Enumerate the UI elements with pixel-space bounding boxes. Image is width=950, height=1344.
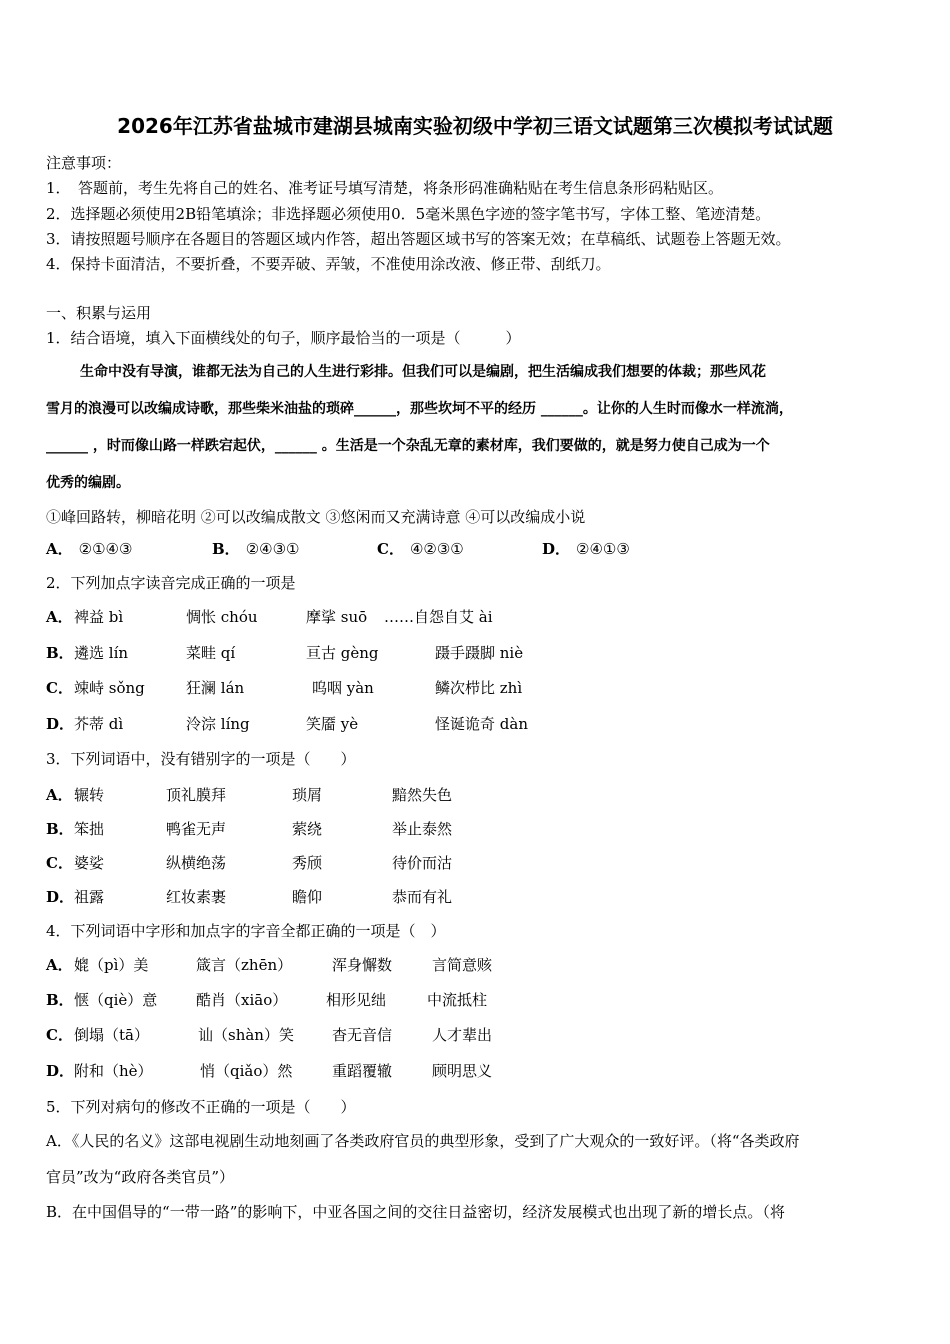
question-2-stem: 2．下列加点字读音完成正确的一项是 [46,574,296,592]
row-item: 浑身懈数 [332,956,393,974]
question-5-option-b-line: B．在中国倡导的“一带一路”的影响下，中亚各国之间的交往日益密切，经济发展模式也出现了新的增长点。（将 [46,1203,785,1221]
notice-item-4: 4．保持卡面清洁，不要折叠，不要弄破、弄皱，不准使用涂改液、修正带、刮纸刀。 [46,255,611,273]
row-label: A． [46,608,73,626]
row-item: 婆娑 [74,854,105,872]
row-item: 重蹈覆辙 [332,1062,393,1080]
question-1-passage-line: 生命中没有导演，谁都无法为自己的人生进行彩排。但我们可以是编剧，把生活编成我们想要的体裁；那些风花 [80,364,766,380]
row-item: 瞻仰 [292,888,323,906]
row-item: 笑靥 yè [306,715,359,733]
row-item: 恭而有礼 [392,888,453,906]
option-label: A． [46,540,73,558]
row-item: 竦峙 sǒng [74,679,145,697]
question-1-option-c [377,538,464,559]
row-item: 怪诞诡奇 dàn [435,715,528,733]
row-item: 辗转 [74,786,105,804]
row-item: 红妆素裹 [166,888,227,906]
row-item: 狂澜 lán [186,679,245,697]
option-text: ④②③① [409,540,464,558]
notice-item-2: 2．选择题必须使用2B铅笔填涂；非选择题必须使用0．5毫米黑色字迹的签字笔书写，字体工整、笔迹清楚。 [46,205,771,223]
notice-item-1: 1． 答题前，考生先将自己的姓名、准考证号填写清楚，将条形码准确粘贴在考生信息条形码粘贴区。 [46,179,724,197]
row-item: 倒塌（tā） [74,1026,149,1044]
row-item: 箴言（zhēn） [196,956,293,974]
row-item: 杳无音信 [332,1026,393,1044]
exam-title: 2026年江苏省盐城市建湖县城南实验初级中学初三语文试题第三次模拟考试试题 [117,114,833,138]
row-item: 附和（hè） [74,1062,153,1080]
option-text: ②④①③ [576,540,630,558]
option-label: B． [212,540,240,558]
row-item: ……自怨自艾 ài [384,608,493,626]
row-label: B． [46,644,74,662]
row-item: 呜咽 yàn [312,679,374,697]
option-text: ②①④③ [78,540,133,558]
row-item: 琐屑 [292,786,323,804]
question-5-option-a-line: A．《人民的名义》这部电视剧生动地刻画了各类政府官员的典型形象，受到了广大观众的一致好评。（将“各类政府 [46,1132,800,1150]
notice-heading: 注意事项： [46,154,122,172]
row-label: D． [46,715,75,733]
row-item: 芥蒂 dì [74,715,124,733]
row-label: B． [46,820,74,838]
option-text: ②④③① [245,540,300,558]
row-item: 鳞次栉比 zhì [435,679,523,697]
row-item: 裨益 bì [74,608,124,626]
row-item: 酷肖（xiāo） [196,991,288,1009]
row-item: 顶礼膜拜 [166,786,227,804]
question-1-stem: 1．结合语境，填入下面横线处的句子，顺序最恰当的一项是（ ） [46,329,521,347]
row-item: 亘古 gèng [306,644,379,662]
option-label: C． [377,540,404,558]
section-heading: 一、积累与运用 [46,304,152,322]
row-label: D． [46,1062,75,1080]
row-item: 祖露 [74,888,105,906]
question-1-option-d [542,538,630,559]
row-item: 讪（shàn）笑 [198,1026,294,1044]
row-item: 遴选 lín [74,644,129,662]
row-item: 言简意赅 [432,956,493,974]
row-label: C． [46,1026,73,1044]
question-1-passage-line: 雪月的浪漫可以改编成诗歌，那些柴米油盐的琐碎______，那些坎坷不平的经历 ______。让你的人生时而像水一样流淌， [46,401,793,417]
question-1-option-b [212,538,299,559]
question-5-option-a-line: 官员”改为“政府各类官员”） [46,1168,235,1186]
row-item: 举止泰然 [392,820,453,838]
notice-item-3: 3．请按照题号顺序在各题目的答题区域内作答，超出答题区域书写的答案无效；在草稿纸、试题卷上答题无效。 [46,230,791,248]
question-1-passage-line: 优秀的编剧。 [46,475,130,491]
row-item: 惆怅 chóu [186,608,258,626]
row-label: A． [46,956,73,974]
row-item: 人才辈出 [432,1026,493,1044]
row-item: 待价而沽 [392,854,453,872]
row-label: B． [46,991,74,1009]
row-item: 蹑手蹑脚 niè [435,644,524,662]
question-1-option-a [46,538,132,559]
row-item: 惬（qiè）意 [74,991,158,1009]
question-1-choices: ①峰回路转，柳暗花明 ②可以改编成散文 ③悠闲而又充满诗意 ④可以改编成小说 [46,508,586,526]
row-item: 鸭雀无声 [166,820,227,838]
row-item: 纵横绝荡 [166,854,227,872]
row-label: A． [46,786,73,804]
row-item: 中流抵柱 [427,991,488,1009]
question-3-stem: 3．下列词语中，没有错别字的一项是（ ） [46,750,356,768]
row-item: 笨拙 [74,820,105,838]
row-item: 黯然失色 [392,786,453,804]
question-5-stem: 5．下列对病句的修改不正确的一项是（ ） [46,1098,356,1116]
question-4-stem: 4．下列词语中字形和加点字的字音全都正确的一项是（ ） [46,922,446,940]
row-item: 媲（pì）美 [74,956,149,974]
row-item: 菜畦 qí [186,644,236,662]
row-item: 泠淙 líng [186,715,250,733]
row-item: 相形见绌 [326,991,387,1009]
option-label: D． [542,540,571,558]
row-item: 萦绕 [292,820,323,838]
row-label: C． [46,854,73,872]
row-item: 悄（qiǎo）然 [200,1062,293,1080]
row-label: D． [46,888,75,906]
question-1-passage-line: ______ ，时而像山路一样跌宕起伏，______ 。生活是一个杂乱无章的素材库，我们要做的，就是努力使自己成为一个 [46,438,770,454]
row-label: C． [46,679,73,697]
row-item: 秀颀 [292,854,323,872]
row-item: 摩挲 suō [306,608,368,626]
row-item: 顾明思义 [432,1062,493,1080]
